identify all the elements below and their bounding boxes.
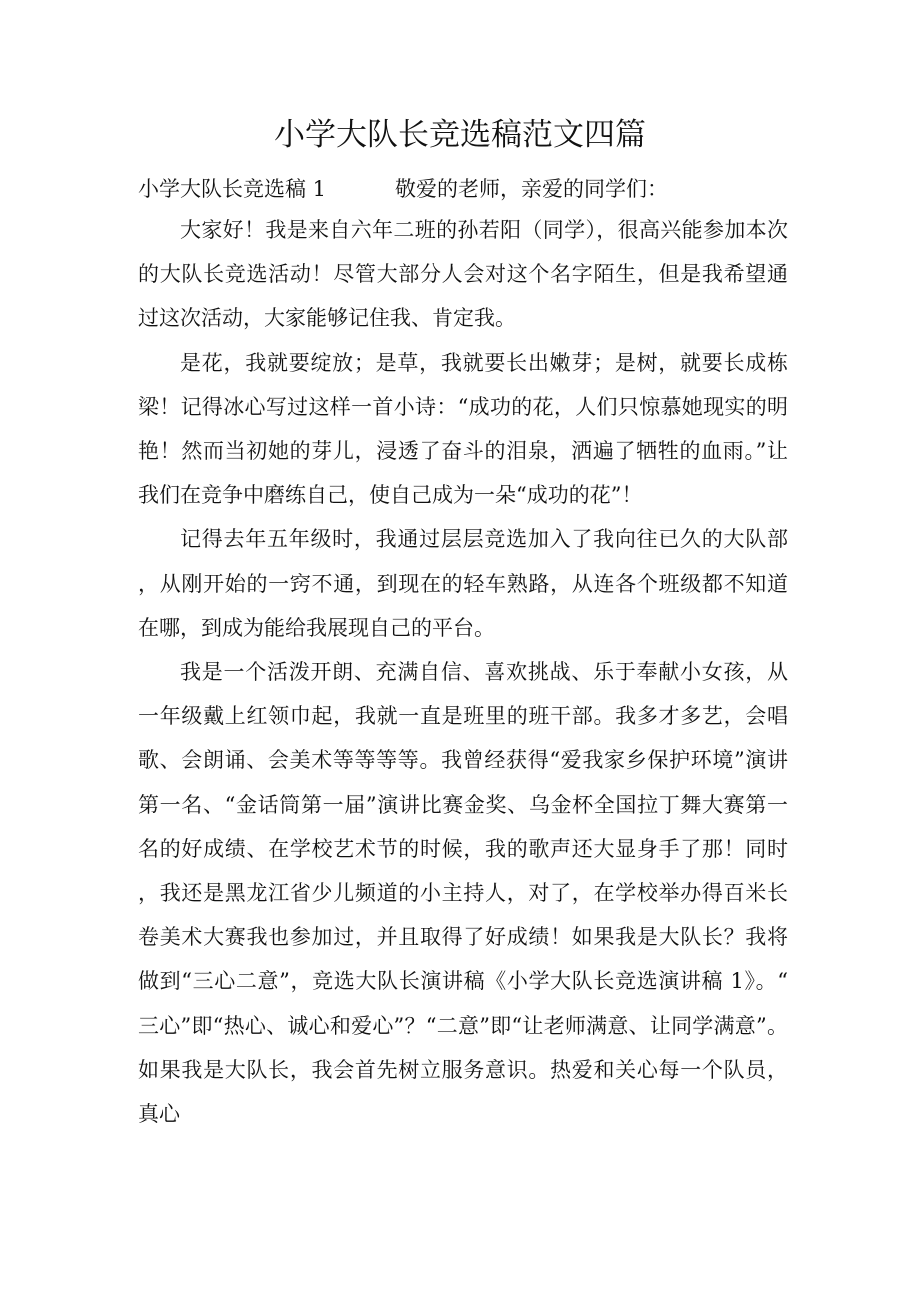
body-text: [138, 208, 788, 1136]
salutation: 敬爱的老师，亲爱的同学们：: [395, 177, 668, 201]
paragraph-4: 我是一个活泼开朗、充满自信、喜欢挑战、乐于奉献小女孩，从一年级戴上红领巾起，我就一直是班里的班干部。我多才多艺，会唱歌、会朗诵、会美术等等等等。我曾经获得“爱我家乡保护环境”演讲第一名、“金话筒第一届”演讲比赛金奖、乌金杯全国拉丁舞大赛第一名的好成绩、在学校艺术节的时候，我的歌声还大显身手了那！同时，我还是黑龙江省少儿频道的小主持人，对了，在学校举办得百米长卷美术大赛我也参加过，并且取得了好成绩！如果我是大队长？我将做到“三心二意”，竞选大队长演讲稿《小学大队长竞选演讲稿 1》。“三心”即“热心、诚心和爱心”？“二意”即“让老师满意、让同学满意”。如果我是大队长，我会首先树立服务意识。热爱和关心每一个队员，真心: [138, 660, 788, 1127]
document-title: 小学大队长竞选稿范文四篇: [274, 117, 646, 153]
paragraph-1: 大家好！我是来自六年二班的孙若阳（同学），很高兴能参加本次的大队长竞选活动！尽管大部分人会对这个名字陌生，但是我希望通过这次活动，大家能够记住我、肯定我。: [138, 218, 788, 331]
subtitle-row: [138, 169, 798, 209]
paragraph-2: 是花，我就要绽放；是草，我就要长出嫩芽；是树，就要长成栋梁！记得冰心写过这样一首小诗：“成功的花，人们只惊慕她现实的明艳！然而当初她的芽儿，浸透了奋斗的泪泉，洒遍了牺牲的血雨。”让我们在竞争中磨练自己，使自己成为一朵“成功的花”！: [138, 350, 788, 508]
paragraph-3: 记得去年五年级时，我通过层层竞选加入了我向往已久的大队部，从刚开始的一窍不通，到现在的轻车熟路，从连各个班级都不知道在哪，到成为能给我展现自己的平台。: [138, 527, 788, 640]
section-heading: 小学大队长竞选稿 1: [138, 177, 327, 201]
